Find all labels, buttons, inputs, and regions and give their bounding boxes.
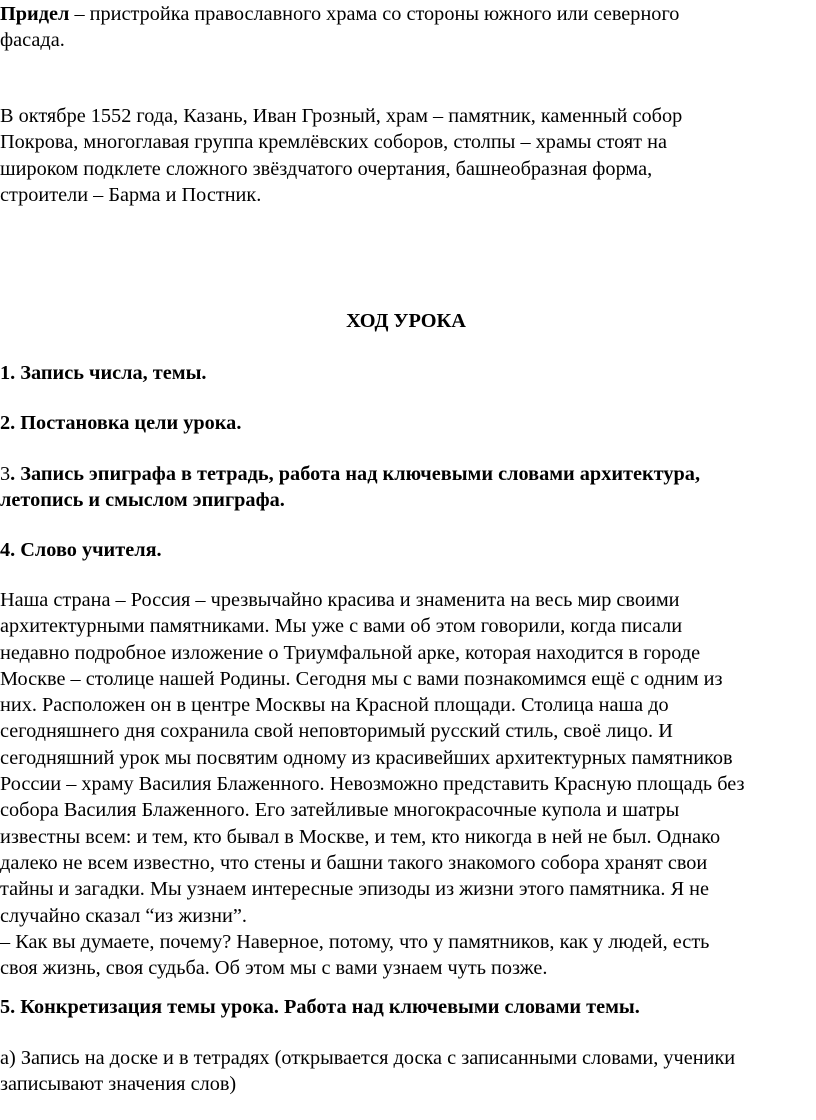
- teacher-text-paragraph: [0, 587, 812, 981]
- board-note-line: а) Запись на доске и в тетрадях (открывается доска с записанными словами, ученики: [0, 1047, 736, 1069]
- board-note-line: записывают значения слов): [0, 1073, 237, 1096]
- teacher-text-line: далеко не всем известно, что стены и башни такого знакомого собора хранят свои: [0, 851, 708, 874]
- definition-paragraph: [0, 1, 812, 54]
- teacher-text-line: недавно подробное изложение о Триумфальной арке, которая находится в городе: [0, 641, 701, 664]
- step-1-heading: 1. Запись числа, темы.: [0, 362, 207, 384]
- step-3-text: . Запись эпиграфа в тетрадь, работа над ключевыми словами архитектура,: [10, 463, 701, 485]
- step-4-heading: 4. Слово учителя.: [0, 539, 162, 561]
- definition-line-2: фасада.: [0, 29, 65, 52]
- teacher-text-line: сегодняшнего дня сохранила свой неповторимый русский стиль, своё лицо. И: [0, 720, 673, 743]
- teacher-text-line: России – храму Василия Блаженного. Невозможно представить Красную площадь без: [0, 773, 745, 796]
- board-note-paragraph: [0, 1045, 812, 1098]
- step-3-number: 3: [0, 463, 11, 485]
- teacher-text-line: сегодняшний урок мы посвятим одному из красивейших архитектурных памятников: [0, 746, 733, 769]
- definition-text-start: – пристройка православного храма со стороны южного или северного: [69, 3, 680, 25]
- keywords-line: В октябре 1552 года, Казань, Иван Грозный, храм – памятник, каменный собор: [0, 105, 683, 127]
- definition-line-1: [0, 1, 812, 27]
- keywords-line: Покрова, многоглавая группа кремлёвских соборов, столпы – храмы стоят на: [0, 131, 667, 154]
- teacher-text-line: – Как вы думаете, почему? Наверное, потому, что у памятников, как у людей, есть: [0, 930, 710, 953]
- step-3-heading: [0, 461, 812, 514]
- definition-term: Придел: [0, 3, 70, 25]
- lesson-title: ХОД УРОКА: [346, 310, 466, 332]
- step-2-heading: 2. Постановка цели урока.: [0, 412, 242, 434]
- step-3-line-1: [0, 461, 812, 487]
- teacher-text-line: Москве – столице нашей Родины. Сегодня мы с вами познакомимся ещё с одним из: [0, 667, 723, 690]
- teacher-text-line: тайны и загадки. Мы узнаем интересные эпизоды из жизни этого памятника. Я не: [0, 878, 710, 901]
- step-5-heading: 5. Конкретизация темы урока. Работа над ключевыми словами темы.: [0, 996, 640, 1018]
- keywords-line: строители – Барма и Постник.: [0, 183, 262, 206]
- teacher-text-line: собора Василия Блаженного. Его затейливые многокрасочные купола и шатры: [0, 799, 680, 822]
- step-3-line-2: летопись и смыслом эпиграфа.: [0, 489, 285, 512]
- teacher-text-line: случайно сказал “из жизни”.: [0, 904, 247, 927]
- keywords-paragraph: [0, 103, 812, 208]
- teacher-text-line: известны всем: и тем, кто бывал в Москве, и тем, кто никогда в ней не был. Однако: [0, 825, 721, 848]
- teacher-text-line: них. Расположен он в центре Москвы на Красной площади. Столица наша до: [0, 694, 669, 717]
- teacher-text-line: своя жизнь, своя судьба. Об этом мы с вами узнаем чуть позже.: [0, 957, 548, 980]
- keywords-line: широком подклете сложного звёздчатого очертания, башнеобразная форма,: [0, 157, 653, 180]
- teacher-text-line: архитектурными памятниками. Мы уже с вами об этом говорили, когда писали: [0, 615, 683, 638]
- teacher-text-line: Наша страна – Россия – чрезвычайно красива и знаменита на весь мир своими: [0, 589, 680, 611]
